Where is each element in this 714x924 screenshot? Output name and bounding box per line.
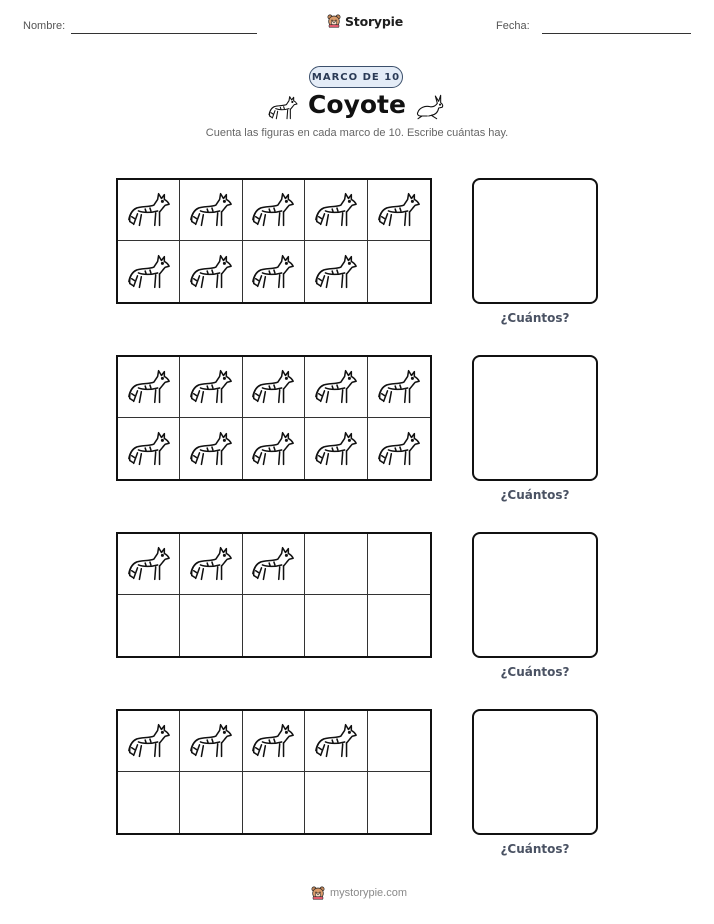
- answer-label: ¿Cuántos?: [500, 665, 570, 679]
- frame-cell: [118, 595, 180, 656]
- frame-cell: [305, 772, 367, 833]
- frame-cell: [118, 241, 180, 302]
- date-label: Fecha:: [496, 20, 530, 32]
- coyote-icon: [313, 718, 359, 764]
- coyote-icon: [188, 718, 234, 764]
- frame-cell: [180, 418, 242, 479]
- answer-box[interactable]: [472, 355, 598, 481]
- footer: [310, 885, 407, 901]
- answer-label: ¿Cuántos?: [500, 311, 570, 325]
- answer-box[interactable]: [472, 532, 598, 658]
- coyote-icon: [250, 541, 296, 587]
- footer-url: mystorypie.com: [330, 887, 408, 899]
- frame-cell: [180, 357, 242, 418]
- date-line[interactable]: [542, 33, 691, 34]
- instructions: Cuenta las figuras en cada marco de 10. Escribe cuántas hay.: [205, 127, 509, 139]
- frame-cell: [180, 711, 242, 772]
- brand-logo: [326, 13, 403, 29]
- coyote-icon: [126, 187, 172, 233]
- coyote-icon: [188, 364, 234, 410]
- frame-cell: [243, 357, 305, 418]
- frame-cell: [118, 418, 180, 479]
- frame-cell: [243, 534, 305, 595]
- frame-cell: [368, 241, 430, 302]
- coyote-icon: [376, 187, 422, 233]
- rabbit-icon: [414, 92, 446, 124]
- answer-box[interactable]: [472, 709, 598, 835]
- coyote-icon: [250, 249, 296, 295]
- frame-cell: [368, 357, 430, 418]
- frame-cell: [118, 534, 180, 595]
- frame-cell: [243, 711, 305, 772]
- coyote-icon: [250, 187, 296, 233]
- coyote-icon: [126, 718, 172, 764]
- name-line[interactable]: [71, 33, 257, 34]
- frame-cell: [118, 357, 180, 418]
- frame-cell: [118, 772, 180, 833]
- frame-cell: [180, 241, 242, 302]
- coyote-icon: [188, 541, 234, 587]
- frame-cell: [118, 711, 180, 772]
- coyote-icon: [250, 426, 296, 472]
- frame-cell: [305, 357, 367, 418]
- ten-frame: [116, 355, 432, 481]
- frame-cell: [180, 180, 242, 241]
- answer-box[interactable]: [472, 178, 598, 304]
- ten-frame: [116, 178, 432, 304]
- coyote-icon: [313, 364, 359, 410]
- ten-frame: [116, 532, 432, 658]
- frame-cell: [368, 534, 430, 595]
- name-label: Nombre:: [23, 20, 66, 32]
- frame-cell: [180, 595, 242, 656]
- coyote-icon: [376, 364, 422, 410]
- coyote-icon: [250, 718, 296, 764]
- coyote-icon: [376, 426, 422, 472]
- coyote-icon: [126, 249, 172, 295]
- coyote-icon: [188, 426, 234, 472]
- frame-cell: [243, 772, 305, 833]
- coyote-icon: [126, 541, 172, 587]
- coyote-icon: [313, 187, 359, 233]
- frame-cell: [180, 772, 242, 833]
- worksheet-badge: MARCO DE 10: [309, 66, 403, 88]
- coyote-icon: [188, 249, 234, 295]
- frame-cell: [305, 534, 367, 595]
- frame-cell: [243, 241, 305, 302]
- brand-name: Storypie: [345, 13, 403, 29]
- coyote-icon: [313, 426, 359, 472]
- frame-cell: [243, 180, 305, 241]
- frame-cell: [243, 418, 305, 479]
- answer-label: ¿Cuántos?: [500, 488, 570, 502]
- bear-mascot-icon: [310, 885, 326, 901]
- coyote-icon: [250, 364, 296, 410]
- coyote-icon: [313, 249, 359, 295]
- frame-cell: [368, 180, 430, 241]
- coyote-icon: [126, 364, 172, 410]
- frame-cell: [368, 772, 430, 833]
- frame-cell: [243, 595, 305, 656]
- frame-cell: [180, 534, 242, 595]
- coyote-icon: [188, 187, 234, 233]
- answer-label: ¿Cuántos?: [500, 842, 570, 856]
- coyote-icon: [126, 426, 172, 472]
- frame-cell: [368, 595, 430, 656]
- bear-mascot-icon: [326, 13, 342, 29]
- page-title: Coyote: [308, 90, 406, 119]
- ten-frame: [116, 709, 432, 835]
- frame-cell: [305, 711, 367, 772]
- frame-cell: [368, 711, 430, 772]
- frame-cell: [118, 180, 180, 241]
- frame-cell: [305, 418, 367, 479]
- frame-cell: [305, 595, 367, 656]
- frame-cell: [305, 241, 367, 302]
- frame-cell: [368, 418, 430, 479]
- frame-cell: [305, 180, 367, 241]
